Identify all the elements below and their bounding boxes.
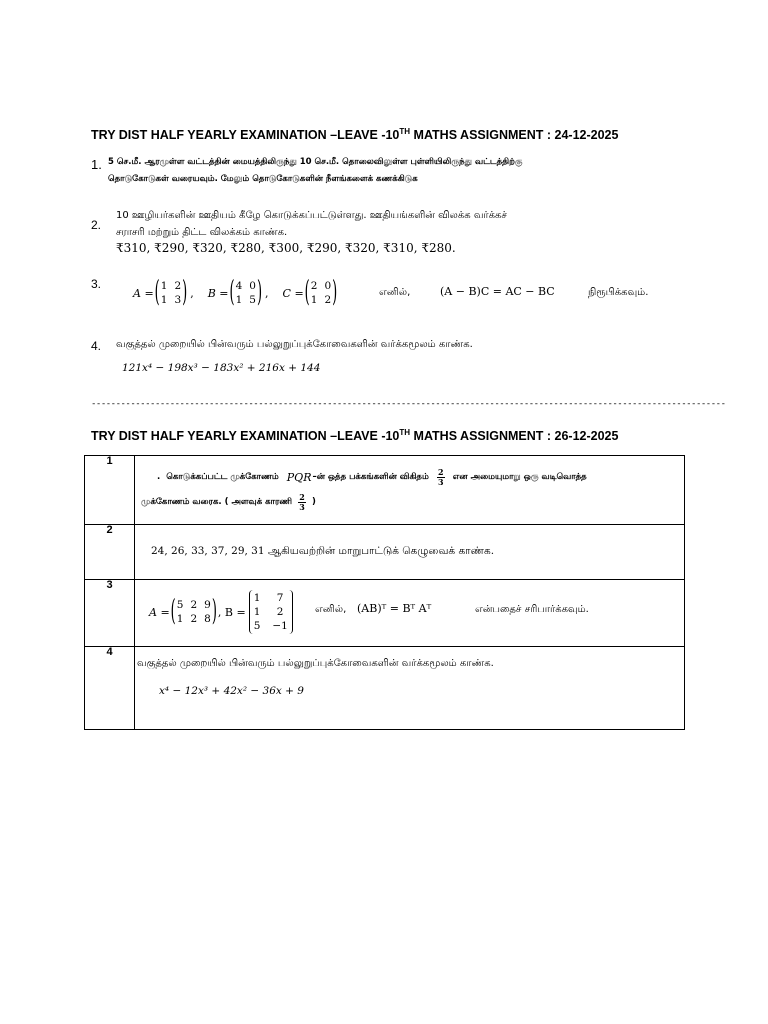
row-1-line-2: முக்கோணம் வரைக. ( அளவுக் காரணி bbox=[141, 496, 292, 507]
question-3-number: 3. bbox=[91, 277, 102, 291]
row-4-body bbox=[135, 647, 685, 730]
matrix-b: ( 4 0 1 5 ) bbox=[229, 276, 263, 310]
matrix-c: ( 2 0 1 2 ) bbox=[304, 276, 338, 310]
row-3-body bbox=[135, 580, 685, 647]
assignment-2-title: TRY DIST HALF YEARLY EXAMINATION –LEAVE -10TH MATHS ASSIGNMENT : 26-12-2025 bbox=[91, 428, 619, 443]
question-1-line-1: 5 செ.மீ. ஆரமுள்ள வட்டத்தின் மையத்திலிருந்து 10 செ.மீ. தொலைவிலுள்ள புள்ளியிலிருந்து வட்டத்திற்கு bbox=[108, 157, 523, 167]
row-1-text-1: கொடுக்கப்பட்ட முக்கோணம் bbox=[166, 471, 279, 482]
matrix-a-label: A = bbox=[133, 286, 154, 300]
row-2-text: 24, 26, 33, 37, 29, 31 ஆகியவற்றின் மாறுபாட்டுக் கெழுவைக் காண்க. bbox=[151, 545, 495, 557]
question-2-number: 2. bbox=[91, 218, 102, 232]
row-3-matrices: A = ( 5 2 9 1 2 8 ) , B = 1 7 1 2 5 −1 bbox=[149, 584, 293, 640]
triangle-pqr: PQR bbox=[286, 470, 312, 484]
scale-factor-fraction: $\frac{2}{3}$ bbox=[299, 491, 305, 512]
question-3-if: எனில், bbox=[379, 287, 411, 298]
row-4-number: 4 bbox=[85, 647, 135, 730]
matrix-c-label: C = bbox=[282, 286, 304, 300]
row-2-body bbox=[135, 525, 685, 580]
row-3-if: எனில், bbox=[315, 604, 347, 615]
separator-line: --------------------------------------------------------------------------------------------------------------------------------- bbox=[91, 399, 726, 409]
question-4-text: வகுத்தல் முறையில் பின்வரும் பல்லுறுப்புக்கோவைகளின் வர்க்கமூலம் காண்க. bbox=[116, 339, 473, 350]
question-3-identity: (A − B)C = AC − BC bbox=[440, 285, 555, 298]
table-row bbox=[85, 580, 685, 647]
matrix-a: ( 1 2 1 3 ) bbox=[154, 276, 188, 310]
row-4-polynomial: x⁴ − 12x³ + 42x² − 36x + 9 bbox=[159, 685, 304, 697]
assignment-2-table bbox=[84, 455, 685, 730]
question-2-line-1: 10 ஊழியர்களின் ஊதியம் கீழே கொடுக்கப்பட்டுள்ளது. ஊதியங்களின் விலக்க வர்க்கச் bbox=[116, 210, 507, 221]
table-row bbox=[85, 647, 685, 730]
row-2-number: 2 bbox=[85, 525, 135, 580]
row-3-verify: என்பதைச் சரிபார்க்கவும். bbox=[475, 604, 589, 615]
row-4-text: வகுத்தல் முறையில் பின்வரும் பல்லுறுப்புக்கோவைகளின் வர்க்கமூலம் காண்க. bbox=[137, 658, 494, 669]
row-1-body: . கொடுக்கப்பட்ட முக்கோணம் PQR –ன் ஒத்த பக்கங்களின் விகிதம் $\frac{2}{3}$ என அமையுமாறு ஒரு வடிவொத்த முக்கோணம் வரைக. ( அளவுக் காரணி $\frac{2}{3}$ ) bbox=[135, 456, 685, 525]
row-1-number: 1 bbox=[85, 456, 135, 525]
question-3-matrices: A = ( 1 2 1 3 ) , B = ( 4 0 1 5 ) , C = ( 2 0 1 2 ) bbox=[133, 276, 338, 310]
table-row bbox=[85, 525, 685, 580]
question-4-number: 4. bbox=[91, 339, 102, 353]
row-3-number: 3 bbox=[85, 580, 135, 647]
row-3-identity: (AB)ᵀ = Bᵀ Aᵀ bbox=[357, 602, 432, 615]
matrix-b-label: B = bbox=[207, 286, 229, 300]
ratio-fraction: $\frac{2}{3}$ bbox=[438, 466, 444, 487]
row-1-text-2: –ன் ஒத்த பக்கங்களின் விகிதம் bbox=[312, 471, 429, 482]
question-2-line-2: சராசரி மற்றும் திட்ட விலக்கம் காண்க. bbox=[116, 227, 288, 238]
table-row bbox=[85, 456, 685, 525]
question-3-prove: நிரூபிக்கவும். bbox=[588, 287, 649, 298]
question-4-polynomial: 121x⁴ − 198x³ − 183x² + 216x + 144 bbox=[122, 362, 321, 374]
question-1-number: 1. bbox=[91, 157, 102, 172]
matrix-b: 1 7 1 2 5 −1 bbox=[249, 590, 293, 634]
matrix-a: ( 5 2 9 1 2 8 ) bbox=[170, 595, 217, 629]
question-1-line-2: தொடுகோடுகள் வரையவும். மேலும் தொடுகோடுகளின் நீளங்களைக் கணக்கிடுக bbox=[108, 174, 418, 184]
assignment-1-title: TRY DIST HALF YEARLY EXAMINATION –LEAVE -10TH MATHS ASSIGNMENT : 24-12-2025 bbox=[91, 127, 619, 142]
question-2-wages: ₹310, ₹290, ₹320, ₹280, ₹300, ₹290, ₹320, ₹310, ₹280. bbox=[116, 241, 456, 255]
row-1-text-3: என அமையுமாறு ஒரு வடிவொத்த bbox=[452, 471, 587, 482]
